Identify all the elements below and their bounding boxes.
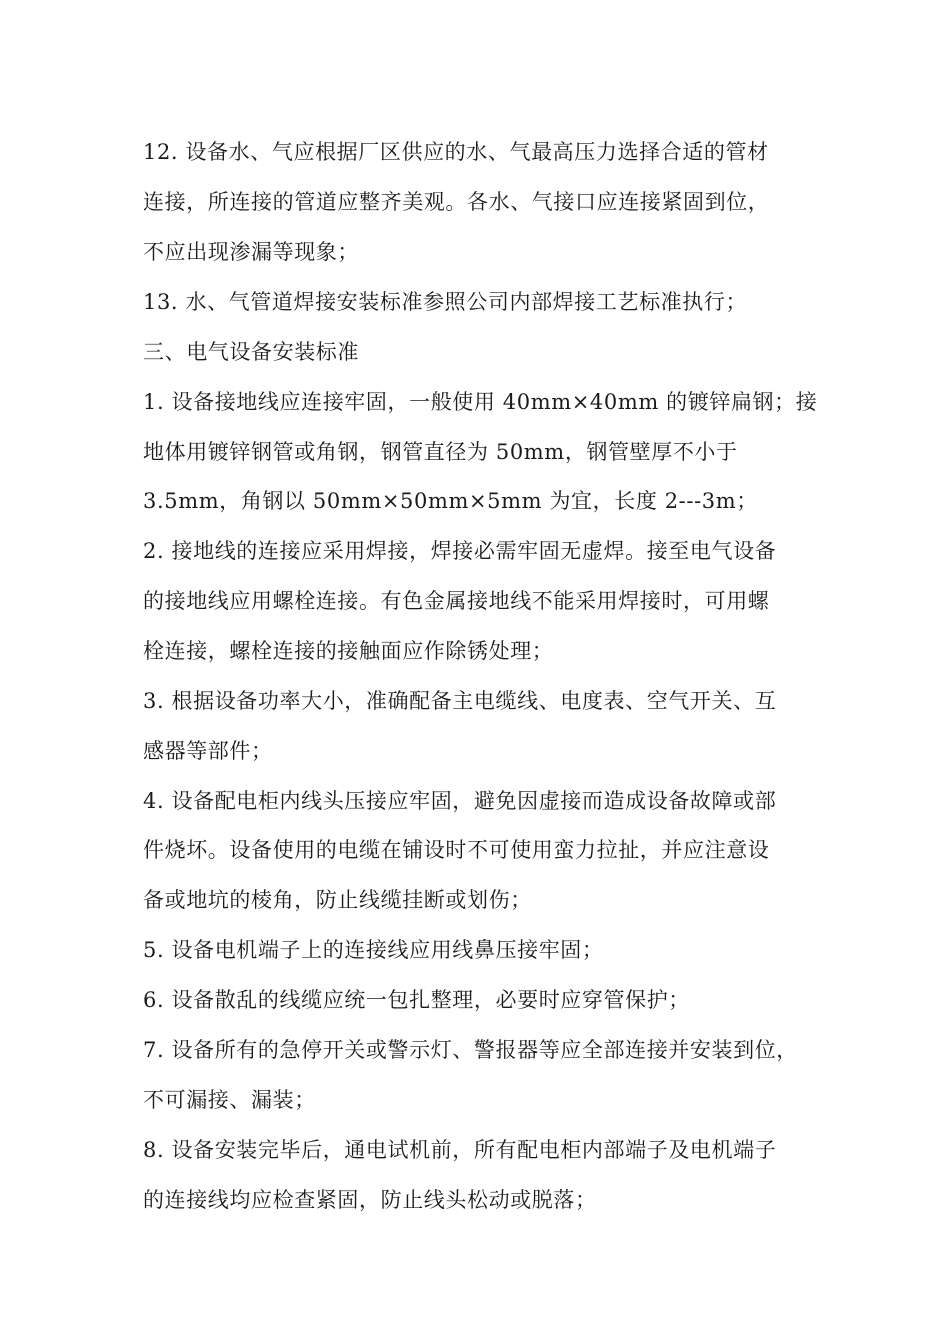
text-line-10: 的接地线应用螺栓连接。有色金属接地线不能采用焊接时，可用螺: [143, 589, 770, 613]
text-line-22: 的连接线均应检查紧固，防止线头松动或脱落；: [143, 1188, 597, 1212]
text-line-19: 7. 设备所有的急停开关或警示灯、警报器等应全部连接并安装到位，: [143, 1038, 798, 1062]
text-line-6: 1. 设备接地线应连接牢固，一般使用 40mm×40mm 的镀锌扁钢；接: [143, 390, 818, 414]
text-line-20: 不可漏接、漏装；: [143, 1088, 316, 1112]
text-line-1: 12. 设备水、气应根据厂区供应的水、气最高压力选择合适的管材: [143, 140, 769, 164]
text-line-3: 不应出现渗漏等现象；: [143, 240, 359, 264]
text-line-12: 3. 根据设备功率大小，准确配备主电缆线、电度表、空气开关、互: [143, 689, 777, 713]
text-line-15: 件烧坏。设备使用的电缆在铺设时不可使用蛮力拉扯，并应注意设: [143, 838, 770, 862]
text-line-21: 8. 设备安装完毕后，通电试机前，所有配电柜内部端子及电机端子: [143, 1138, 777, 1162]
text-line-16: 备或地坑的棱角，防止线缆挂断或划伤；: [143, 888, 532, 912]
text-line-11: 栓连接，螺栓连接的接触面应作除锈处理；: [143, 639, 554, 663]
text-line-9: 2. 接地线的连接应采用焊接，焊接必需牢固无虚焊。接至电气设备: [143, 539, 777, 563]
text-line-2: 连接，所连接的管道应整齐美观。各水、气接口应连接紧固到位，: [143, 190, 770, 214]
section-heading: 三、电气设备安装标准: [143, 340, 359, 364]
text-line-4: 13. 水、气管道焊接安装标准参照公司内部焊接工艺标准执行；: [143, 290, 748, 314]
text-line-13: 感器等部件；: [143, 739, 273, 763]
text-line-8: 3.5mm，角钢以 50mm×50mm×5mm 为宜，长度 2---3m；: [143, 489, 758, 513]
text-line-7: 地体用镀锌钢管或角钢，钢管直径为 50mm，钢管壁厚不小于: [143, 440, 738, 464]
text-line-18: 6. 设备散乱的线缆应统一包扎整理，必要时应穿管保护；: [143, 988, 690, 1012]
text-line-14: 4. 设备配电柜内线头压接应牢固，避免因虚接而造成设备故障或部: [143, 789, 777, 813]
text-line-17: 5. 设备电机端子上的连接线应用线鼻压接牢固；: [143, 938, 604, 962]
